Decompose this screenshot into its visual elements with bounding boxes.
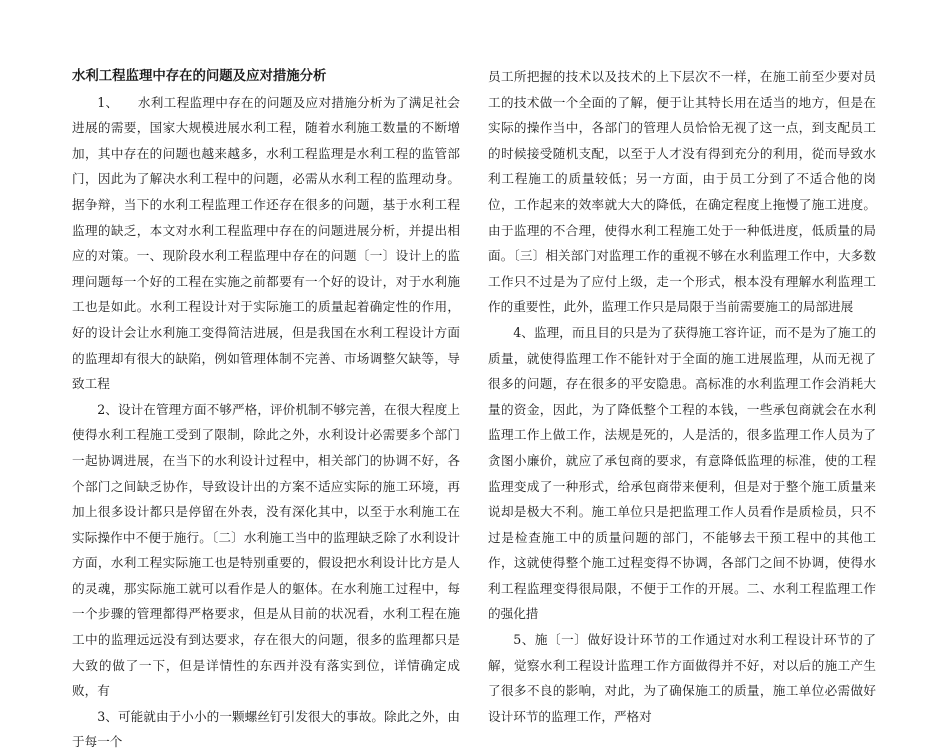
document-title: 水利工程监理中存在的问题及应对措施分析 bbox=[72, 69, 327, 84]
right-column bbox=[488, 64, 876, 729]
paragraph-2: 2、设计在管理方面不够严格，评价机制不够完善，在很大程度上使得水利工程施工受到了限制，除此之外，水利设计必需要多个部门一起协调进展，在当下的水利设计过程中，相关部门的协调不好，各个部门之间缺乏协作，导致设计出的方案不适应实际的施工环境，再加上很多设计都只是停留在外表，没有深化其中，以至于水利施工在实际操作中不便于施行。〔二〕水利施工当中的监理缺乏除了水利设计方面，水利工程实际施工也是特别重要的，假设把水利设计比方是人的灵魂，那实际施工就可以看作是人的躯体。在水利施工过程中，每一个步骤的管理都得严格要求，但是从目前的状况看，水利工程在施工中的监理远远没有到达要求，存在很大的问题，很多的监理都只是大致的做了一下，但是详情性的东西并没有落实到位，详情确定成败，有 bbox=[72, 401, 460, 699]
paragraph-5: 5、施〔一〕做好设计环节的工作通过对水利工程设计环节的了解，觉察水利工程设计监理工作方面做得并不好，对以后的施工产生了很多不良的影响，对此，为了确保施工的质量，施工单位必需做好设计环节的监理工作，严格对 bbox=[488, 632, 876, 724]
paragraph-1: 1、 水利工程监理中存在的问题及应对措施分析为了满足社会进展的需要，国家大规模进展水利工程，随着水利施工数量的不断增加，其中存在的问题也越来越多，水利工程监理是水利工程的监管部门，因此为了解决水利工程中的问题，必需从水利工程的监理动身。据争辩，当下的水利工程监理工作还存在很多的问题，基于水利工程监理的缺乏，本文对水利工程监理中存在的问题进展分析，并提出相应的对策。一、现阶段水利工程监理中存在的问题〔一〕设计上的监理问题每一个好的工程在实施之前都要有一个好的设计，对于水利施工也是如此。水利工程设计对于实际施工的质量起着确定性的作用，好的设计会让水利施工变得简洁进展，但是我国在水利工程设计方面的监理却有很大的缺陷，例如管理体制不完善、市场调整欠缺等，导致工程 bbox=[72, 94, 460, 392]
paragraph-4: 4、监理，而且目的只是为了获得施工容许证，而不是为了施工的质量，就使得监理工作不能针对于全面的施工进展监理，从而无视了很多的问题，存在很多的平安隐患。高标准的水利监理工作会消耗大量的资金，因此，为了降低整个工程的本钱，一些承包商就会在水利监理工作上做工作，法规是死的，人是活的，很多监理工作人员为了贪图小廉价，就应了承包商的要求，有意降低监理的标准，使的工程监理变成了一种形式，给承包商带来便利，但是对于整个施工质量来说却是极大不利。施工单位只是把监理工作人员看作是质检员，只不过是检查施工中的质量问题的部门，不能够去干预工程中的其他工作，这就使得整个施工过程变得不协调，各部门之间不协调，使得水利工程监理变得很局限，不便于工作的开展。二、水利工程监理工作的强化措 bbox=[488, 324, 876, 622]
paragraph-3: 3、可能就由于小小的一颗螺丝钉引发很大的事故。除此之外，由于每一个 bbox=[72, 708, 460, 750]
left-column bbox=[72, 64, 460, 755]
paragraph-3-continued: 员工所把握的技术以及技术的上下层次不一样，在施工前至少要对员工的技术做一个全面的了解，便于让其特长用在适当的地方，但是在实际的操作当中，各部门的管理人员恰恰无视了这一点，到支配员工的时候接受随机支配，以至于人才没有得到充分的利用，從而导致水利工程施工的质量较低；另一方面，由于员工分到了不适合他的岗位，工作起来的效率就大大的降低，在确定程度上拖慢了施工进度。由于监理的不合理，使得水利工程施工处于一种低进度，低质量的局面。〔三〕相关部门对监理工作的重视不够在水利监理工作中，大多数工作只不过是为了应付上级，走一个形式，根本没有理解水利监理工作的重要性，此外，监理工作只是局限于当前需要施工的局部进展 bbox=[488, 69, 876, 315]
